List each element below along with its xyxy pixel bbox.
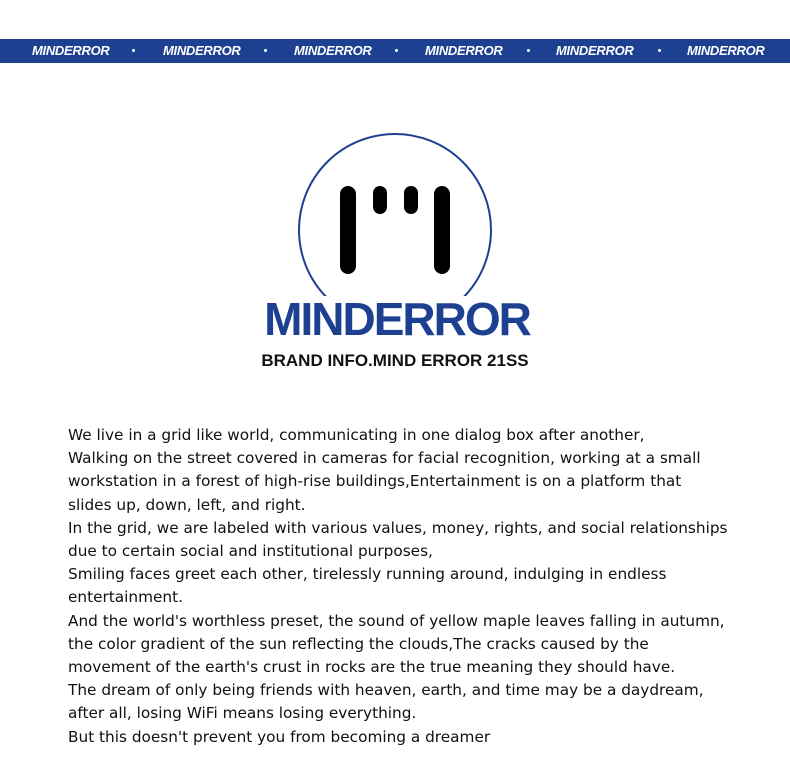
story-paragraph: And the world's worthless preset, the sound of yellow maple leaves falling in autumn, the color gradient of the sun reflecting the clouds,The cracks caused by the movement of the earth's crust in rocks are the true meaning they should have. [68, 611, 725, 677]
banner-separator [527, 49, 530, 52]
banner-separator [395, 49, 398, 52]
banner-logo-text: MINDERROR [163, 43, 241, 58]
banner-logo-text: MINDERROR [294, 43, 372, 58]
story-paragraph: Smiling faces greet each other, tirelessly running around, indulging in endless entertainment. [68, 565, 667, 607]
story-paragraph: In the grid, we are labeled with various values, money, rights, and social relationships due to certain social and institutional purposes, [68, 518, 728, 561]
banner-logo-text: MINDERROR [32, 43, 110, 58]
story-paragraph: Walking on the street covered in cameras for facial recognition, working at a small workstation in a forest of high-rise buildings,Entertainment is on a platform that slides up, down, left, and right. [68, 449, 701, 514]
page-title: BRAND INFO.MIND ERROR 21SS [261, 351, 529, 370]
banner-separator [132, 49, 135, 52]
brand-banner [0, 39, 790, 63]
brand-story [68, 424, 728, 749]
banner-logo-text: MINDERROR [556, 43, 634, 58]
story-paragraph: We live in a grid like world, communicating in one dialog box after another, [68, 426, 645, 444]
story-paragraph: But this doesn't prevent you from becoming a dreamer [68, 727, 491, 746]
banner-separator [658, 49, 661, 52]
brand-wordmark: MINDERROR [264, 293, 530, 345]
banner-separator [264, 49, 267, 52]
story-paragraph: The dream of only being friends with heaven, earth, and time may be a daydream, after all, losing WiFi means losing everything. [68, 681, 704, 723]
banner-logo-text: MINDERROR [687, 43, 765, 58]
banner-logo-text: MINDERROR [425, 43, 503, 58]
